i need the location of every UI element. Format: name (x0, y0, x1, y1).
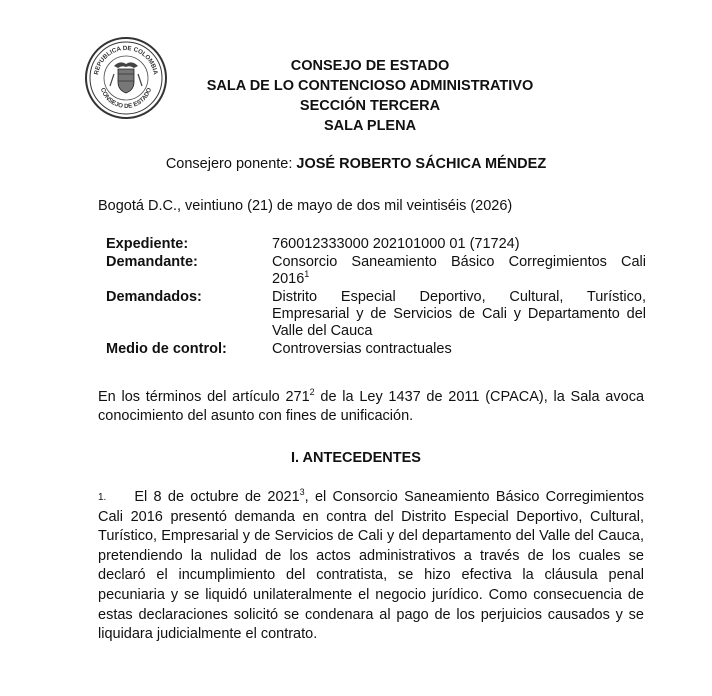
section-title: I. ANTECEDENTES (291, 450, 421, 466)
seal-ring-top-text: REPUBLICA DE COLOMBIA (93, 44, 159, 76)
seal-ring-bottom-text: CONSEJO DE ESTADO (98, 86, 154, 111)
demandados-value: Distrito Especial Deportivo, Cultural, Turístico, Empresarial y de Servicios de Cali y Departamento del Valle del Cauca (272, 289, 646, 339)
paragraph-number: 1. (98, 492, 107, 503)
footnote-ref-2: 2 (309, 387, 315, 398)
header-plenary: SALA PLENA (323, 118, 417, 134)
demandante-row (106, 254, 646, 288)
decision-date: Bogotá D.C., veintiuno (21) de mayo de dos mil veintiséis (2026) (98, 198, 513, 214)
case-metadata (106, 236, 646, 359)
demandados-label: Demandados: (106, 289, 202, 305)
demandante-label: Demandante: (106, 254, 198, 270)
court-header (150, 56, 590, 136)
header-section: SECCIÓN TERCERA (299, 98, 441, 114)
footnote-ref-1: 1 (304, 269, 310, 280)
medio-row (106, 341, 646, 358)
ponente-label: Consejero ponente: (165, 156, 297, 172)
footnote-ref-3: 3 (299, 487, 305, 498)
intro-paragraph: En los términos del artículo $271^2$ de la Ley 1437 de 2011 (CPACA), la Sala avoca conocimiento del asunto con fines de unificación. (98, 387, 645, 424)
ponente-name: JOSÉ ROBERTO SÁCHICA MÉNDEZ (296, 156, 547, 172)
ponente-line (0, 156, 712, 172)
paragraph-1: $^{1.}$ El 8 de octubre de 2021$^3$, el Consorcio Saneamiento Básico Corregimientos Cali 2016 presentó demanda en contra del Distrito Especial Deportivo, Cultural, Turístico, Empresarial y de Servicios de Cali y del departamento del Valle del Cauca, pretendiendo la nulidad de los actos administrativos a través de los cuales se declaró el incumplimiento del contratista, se hizo efectiva la cláusula penal pecuniaria y se liquidó unilateralmente el negocio jurídico. Como consecuencia de estas declaraciones solicitó se condenara al pago de los perjuicios causados y se liquidara judicialmente el contrato. (98, 487, 644, 643)
expediente-row (106, 236, 646, 253)
medio-value: Controversias contractuales (272, 341, 452, 357)
medio-label: Medio de control: (106, 341, 227, 357)
demandados-row (106, 289, 646, 340)
header-chamber: SALA DE LO CONTENCIOSO ADMINISTRATIVO (206, 78, 534, 94)
demandante-value: Consorcio Saneamiento Básico Corregimientos Cali 2016$^1$ (272, 254, 646, 287)
expediente-value: 760012333000 202101000 01 (71724) (272, 236, 520, 252)
expediente-label: Expediente: (106, 236, 189, 252)
header-court-name: CONSEJO DE ESTADO (290, 58, 450, 74)
